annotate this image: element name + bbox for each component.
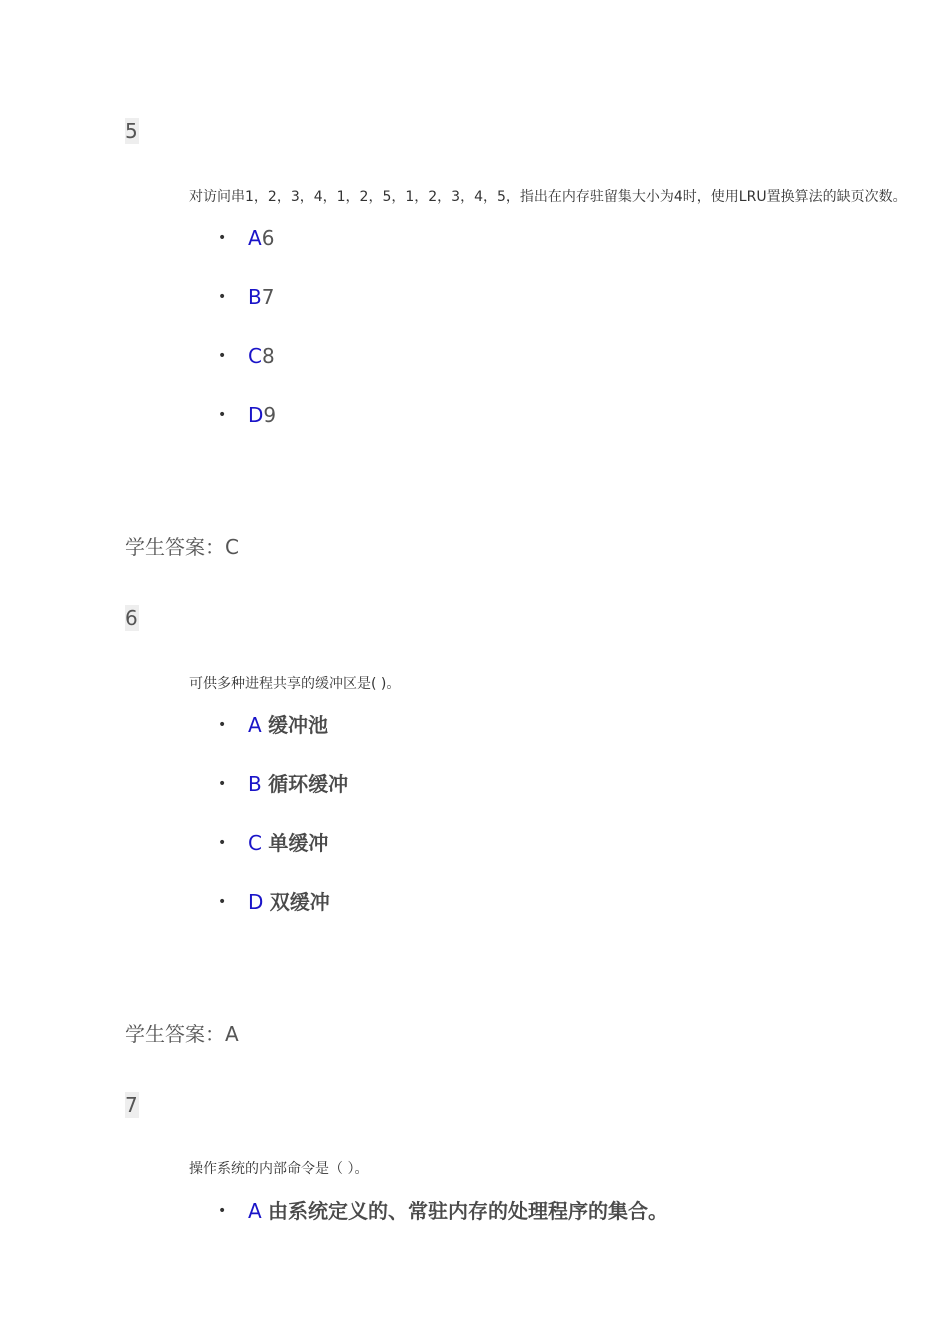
option-text: 由系统定义的、常驻内存的处理程序的集合。 [268, 1199, 669, 1223]
option-letter: D [248, 890, 264, 914]
bullet: • [218, 776, 227, 792]
option-label [248, 343, 275, 369]
option-label [248, 225, 274, 251]
option-text: 双缓冲 [269, 890, 330, 914]
question-number: 6 [125, 606, 138, 630]
bullet: • [218, 407, 227, 423]
option-text: 7 [261, 285, 275, 309]
bullet: • [218, 1203, 227, 1219]
question-number: 7 [125, 1093, 138, 1117]
option-letter: B [248, 285, 262, 309]
option-letter: C [248, 344, 262, 368]
option-text: 循环缓冲 [268, 772, 349, 796]
bullet: • [218, 348, 227, 364]
bullet: • [218, 835, 227, 851]
option-label [248, 712, 328, 738]
option-label [248, 889, 330, 915]
option-text: 9 [263, 403, 277, 427]
option-label [248, 830, 328, 856]
question-text: 可供多种进程共享的缓冲区是( )。 [189, 676, 401, 692]
option-text: 8 [261, 344, 275, 368]
question-text: 操作系统的内部命令是（ ）。 [189, 1161, 369, 1177]
question-number: 5 [125, 119, 138, 143]
option-label [248, 771, 348, 797]
option-label [248, 402, 276, 428]
bullet: • [218, 230, 227, 246]
option-text: 缓冲池 [268, 713, 329, 737]
student-answer: 学生答案：A [125, 1022, 239, 1046]
question-text: 对访问串1，2，3，4，1，2，5，1，2，3，4，5，指出在内存驻留集大小为4时，使用LRU置换算法的缺页次数。 [189, 189, 907, 205]
option-letter: A [248, 713, 262, 737]
option-label [248, 284, 274, 310]
option-letter: C [248, 831, 262, 855]
option-letter: A [248, 226, 262, 250]
bullet: • [218, 289, 227, 305]
student-answer: 学生答案：C [125, 535, 239, 559]
option-letter: B [248, 772, 262, 796]
option-letter: D [248, 403, 264, 427]
option-text: 单缓冲 [268, 831, 329, 855]
option-text: 6 [261, 226, 275, 250]
option-label [248, 1198, 668, 1224]
bullet: • [218, 894, 227, 910]
option-letter: A [248, 1199, 262, 1223]
bullet: • [218, 717, 227, 733]
